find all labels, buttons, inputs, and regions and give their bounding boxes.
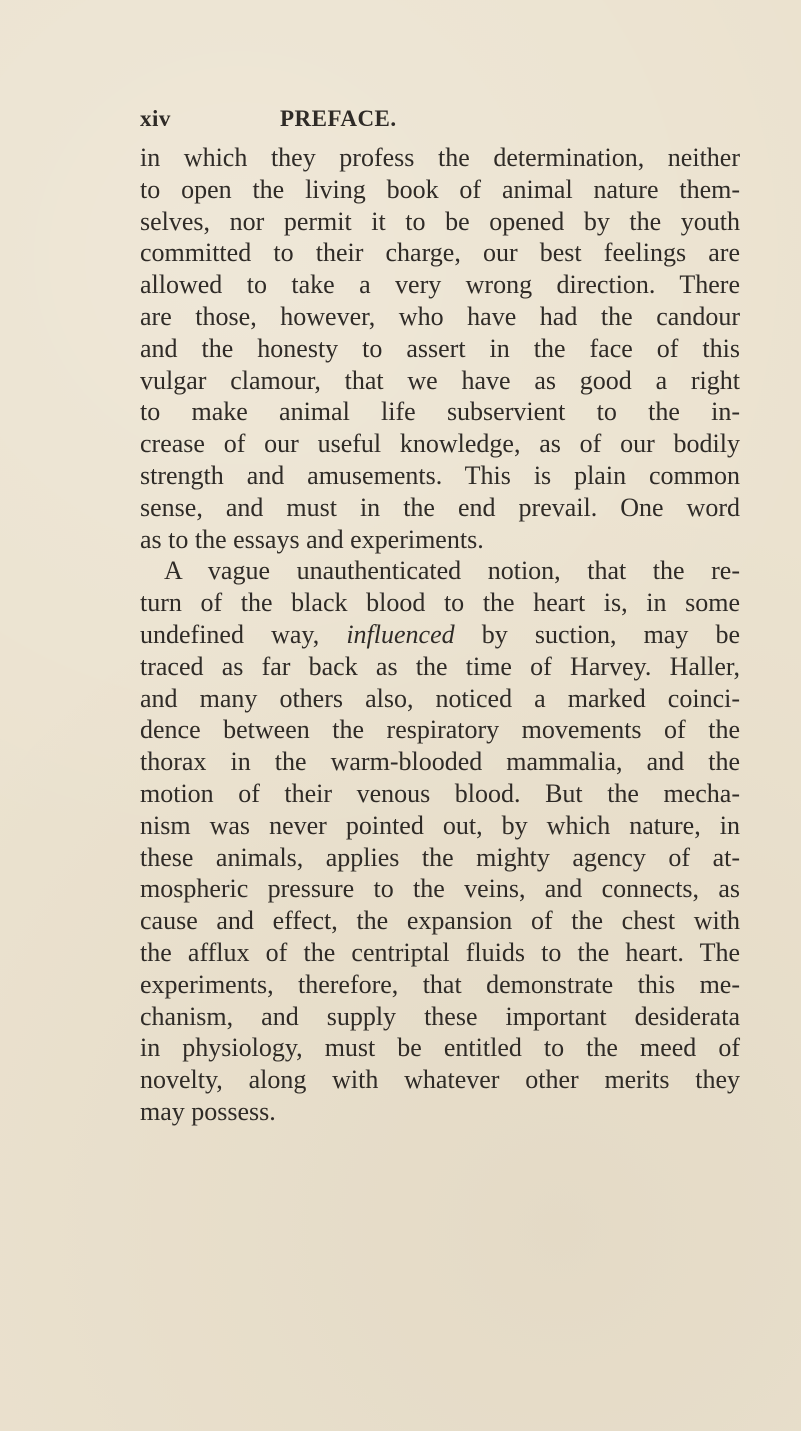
text-line bbox=[140, 619, 740, 651]
text-line: A vague unauthenticated notion, that the re- bbox=[164, 556, 740, 586]
page-number: xiv bbox=[140, 106, 171, 131]
text-line: crease of our useful knowledge, as of our bodily bbox=[140, 429, 740, 459]
text-line: novelty, along with whatever other merits they bbox=[140, 1065, 740, 1095]
text-fragment: undefined way, bbox=[140, 619, 347, 649]
text-line: strength and amusements. This is plain common bbox=[140, 460, 740, 490]
text-line: committed to their charge, our best feelings are bbox=[140, 238, 740, 268]
text-line: thorax in the warm-blooded mammalia, and the bbox=[140, 747, 740, 777]
text-line: and many others also, noticed a marked coinci- bbox=[140, 683, 740, 713]
running-title: PREFACE. bbox=[280, 106, 397, 131]
text-line: allowed to take a very wrong direction. There bbox=[140, 270, 740, 300]
text-line: turn of the black blood to the heart is, in some bbox=[140, 588, 740, 618]
text-line: in physiology, must be entitled to the meed of bbox=[140, 1033, 740, 1063]
text-line: motion of their venous blood. But the mecha- bbox=[140, 778, 740, 808]
text-line: traced as far back as the time of Harvey. Haller, bbox=[140, 651, 740, 681]
italic-word: influenced bbox=[346, 619, 455, 649]
text-line: may possess. bbox=[140, 1096, 276, 1126]
text-line: selves, nor permit it to be opened by the youth bbox=[140, 206, 740, 236]
text-line: are those, however, who have had the candour bbox=[140, 301, 740, 331]
body-text bbox=[140, 142, 740, 1128]
text-line: nism was never pointed out, by which nature, in bbox=[140, 810, 740, 840]
text-line: experiments, therefore, that demonstrate this me- bbox=[140, 969, 740, 999]
text-line: to open the living book of animal nature them- bbox=[140, 174, 740, 204]
text-line: dence between the respiratory movements of the bbox=[140, 715, 740, 745]
text-line: and the honesty to assert in the face of this bbox=[140, 333, 740, 363]
running-head bbox=[140, 106, 740, 140]
text-line: cause and effect, the expansion of the chest with bbox=[140, 906, 740, 936]
text-line: the afflux of the centriptal fluids to the heart. The bbox=[140, 937, 740, 967]
text-line: as to the essays and experiments. bbox=[140, 524, 484, 554]
text-line: vulgar clamour, that we have as good a right bbox=[140, 365, 740, 395]
text-line: these animals, applies the mighty agency of at- bbox=[140, 842, 740, 872]
text-line: to make animal life subservient to the in- bbox=[140, 397, 740, 427]
text-line: chanism, and supply these important desiderata bbox=[140, 1001, 740, 1031]
text-line: mospheric pressure to the veins, and connects, as bbox=[140, 874, 740, 904]
text-fragment: by suction, may be bbox=[454, 619, 740, 649]
text-line: in which they profess the determination, neither bbox=[140, 143, 740, 172]
text-line: sense, and must in the end prevail. One word bbox=[140, 492, 740, 522]
